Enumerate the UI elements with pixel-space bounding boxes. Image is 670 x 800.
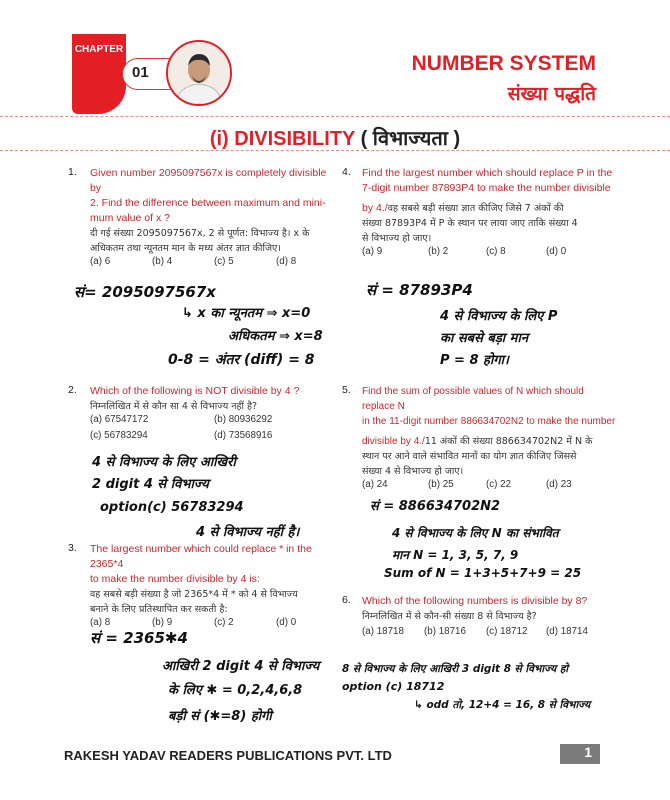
handwritten-note: अधिकतम ⇒ x=8 (228, 329, 323, 344)
question-number: 3. (68, 542, 77, 554)
question-number: 1. (68, 166, 77, 178)
option-c: (c) 5 (214, 256, 234, 267)
handwritten-note: option (c) 18712 (342, 680, 445, 693)
question-text-en: mum value of x ? (90, 212, 170, 224)
handwritten-note: P = 8 होगा। (440, 353, 509, 368)
option-a: (a) 18718 (362, 626, 404, 637)
option-c: (c) 2 (214, 617, 234, 628)
option-c: (c) 8 (486, 246, 506, 257)
page-number: 1 (560, 744, 600, 764)
author-photo (166, 40, 232, 106)
question-text-en: 7-digit number 87893P4 to make the number divisible (362, 182, 611, 194)
question-number: 6. (342, 594, 351, 606)
divider (0, 150, 670, 151)
handwritten-note: बड़ी सं (✱=8) होगी (168, 709, 272, 724)
handwritten-note: सं = 886634702N2 (370, 499, 501, 514)
section-title-en: (i) DIVISIBILITY (209, 128, 356, 150)
option-b: (b) 80936292 (214, 414, 273, 425)
options (362, 626, 618, 642)
handwritten-note: सं = 2365✱4 (90, 629, 188, 647)
handwritten-note: 4 से विभाज्य के लिए आखिरी (92, 455, 236, 470)
divider (0, 116, 670, 117)
section-title (0, 124, 670, 151)
option-b: (b) 4 (152, 256, 173, 267)
option-c: (c) 18712 (486, 626, 528, 637)
option-d: (d) 0 (276, 617, 297, 628)
question-text-en: Which of the following numbers is divisible by 8? (362, 595, 588, 607)
handwritten-note: 4 से विभाज्य नहीं है। (196, 525, 300, 540)
options (90, 414, 340, 446)
chapter-number: 01 (132, 64, 149, 81)
question-text-hi: निम्नलिखित में से कौन-सी संख्या 8 से विभाज्य है? (362, 611, 537, 622)
question-text-hi: संख्या 87893P4 में P के स्थान पर लाया जाए ताकि संख्या 4 (362, 218, 578, 229)
question-number: 4. (342, 166, 351, 178)
handwritten-note: option(c) 56783294 (100, 500, 244, 515)
handwritten-note: का सबसे बड़ा मान (440, 331, 529, 346)
chapter-title-hindi: संख्या पद्धति (507, 83, 596, 105)
question-number: 5. (342, 384, 351, 396)
option-d: (d) 23 (546, 479, 572, 490)
question-text-en: Find the largest number which should replace P in the (362, 167, 613, 179)
option-c: (c) 22 (486, 479, 512, 490)
handwritten-note: 2 digit 4 से विभाज्य (92, 477, 209, 492)
question-number: 2. (68, 384, 77, 396)
question-text-hi: से विभाज्य हो जाए। (362, 233, 432, 244)
question-text-en: Find the sum of possible values of N which should replace N (362, 386, 584, 412)
question-text-en: in the 11-digit number 886634702N2 to make the number (362, 416, 616, 427)
question-text-hi: 11 अंकों की संख्या 886634702N2 में N के (424, 436, 593, 447)
handwritten-note: 4 से विभाज्य के लिए P (440, 309, 558, 324)
option-a: (a) 8 (90, 617, 111, 628)
option-d: (d) 0 (546, 246, 567, 257)
option-a: (a) 6 (90, 256, 111, 267)
options (90, 256, 340, 272)
handwritten-note: 0-8 = अंतर (diff) = 8 (168, 352, 315, 368)
question-text-hi: स्थान पर आने वाले संभावित मानों का योग ज्ञात कीजिए जिससे (362, 451, 577, 462)
handwritten-note: Sum of N = 1+3+5+7+9 = 25 (384, 566, 582, 580)
question-text-en: Given number 2095097567x is completely divisible by (90, 167, 327, 194)
option-b: (b) 25 (428, 479, 454, 490)
handwritten-note: ↳ odd तो, 12+4 = 16, 8 से विभाज्य (414, 699, 591, 711)
chapter-label: CHAPTER (74, 44, 124, 55)
publisher-footer: RAKESH YADAV READERS PUBLICATIONS PVT. LTD (64, 748, 392, 763)
option-b: (b) 9 (152, 617, 173, 628)
handwritten-note: सं= 2095097567x (74, 283, 216, 301)
question-text-hi: अधिकतम तथा न्यूनतम मान के मध्य अंतर ज्ञात कीजिए। (90, 243, 281, 254)
option-b: (b) 18716 (424, 626, 466, 637)
chapter-title: NUMBER SYSTEM (411, 52, 596, 75)
question-text-hi: वह सबसे बड़ी संख्या ज्ञात कीजिए जिसे 7 अंकों की (387, 203, 564, 214)
handwritten-note: ↳ x का न्यूनतम ⇒ x=0 (182, 306, 311, 321)
question-text-hi: दी गई संख्या 2095097567x, 2 से पूर्णत: विभाज्य है। x के (90, 228, 310, 239)
question-text-hi: निम्नलिखित में से कौन सा 4 से विभाज्य नहीं है? (90, 401, 258, 412)
question-text-hi: वह सबसे बड़ी संख्या है जो 2365*4 में * को 4 से विभाज्य (90, 589, 298, 600)
option-d: (d) 8 (276, 256, 297, 267)
options (362, 479, 618, 495)
option-a: (a) 67547172 (90, 414, 149, 425)
question-text-en: to make the number divisible by 4 is: (90, 573, 260, 585)
option-d: (d) 73568916 (214, 430, 273, 441)
option-a: (a) 24 (362, 479, 388, 490)
question-text-hi: बनाने के लिए प्रतिस्थापित कर सकती है: (90, 604, 228, 615)
question-text-en: 2. Find the difference between maximum and mini- (90, 197, 326, 209)
options (362, 246, 614, 262)
handwritten-note: 8 से विभाज्य के लिए आखिरी 3 digit 8 से विभाज्य हो (342, 663, 569, 675)
question-text-en: Which of the following is NOT divisible by 4 ? (90, 385, 300, 397)
option-d: (d) 18714 (546, 626, 588, 637)
option-c: (c) 56783294 (90, 430, 148, 441)
handwritten-note: सं = 87893P4 (366, 281, 473, 299)
question-text-en: The largest number which could replace * in the 2365*4 (90, 543, 312, 570)
question-text-en: divisible by 4./ (362, 436, 425, 447)
question-text-hi: संख्या 4 से विभाज्य हो जाए। (362, 466, 464, 477)
handwritten-note: मान N = 1, 3, 5, 7, 9 (392, 548, 519, 562)
handwritten-note: 4 से विभाज्य के लिए N का संभावित (392, 526, 559, 540)
handwritten-note: के लिए ✱ = 0,2,4,6,8 (168, 683, 303, 698)
option-a: (a) 9 (362, 246, 383, 257)
option-b: (b) 2 (428, 246, 449, 257)
handwritten-note: आखिरी 2 digit 4 से विभाज्य (162, 659, 320, 674)
question-text-en: by 4./ (362, 202, 388, 214)
section-title-hi: ( विभाज्यता ) (355, 128, 461, 150)
